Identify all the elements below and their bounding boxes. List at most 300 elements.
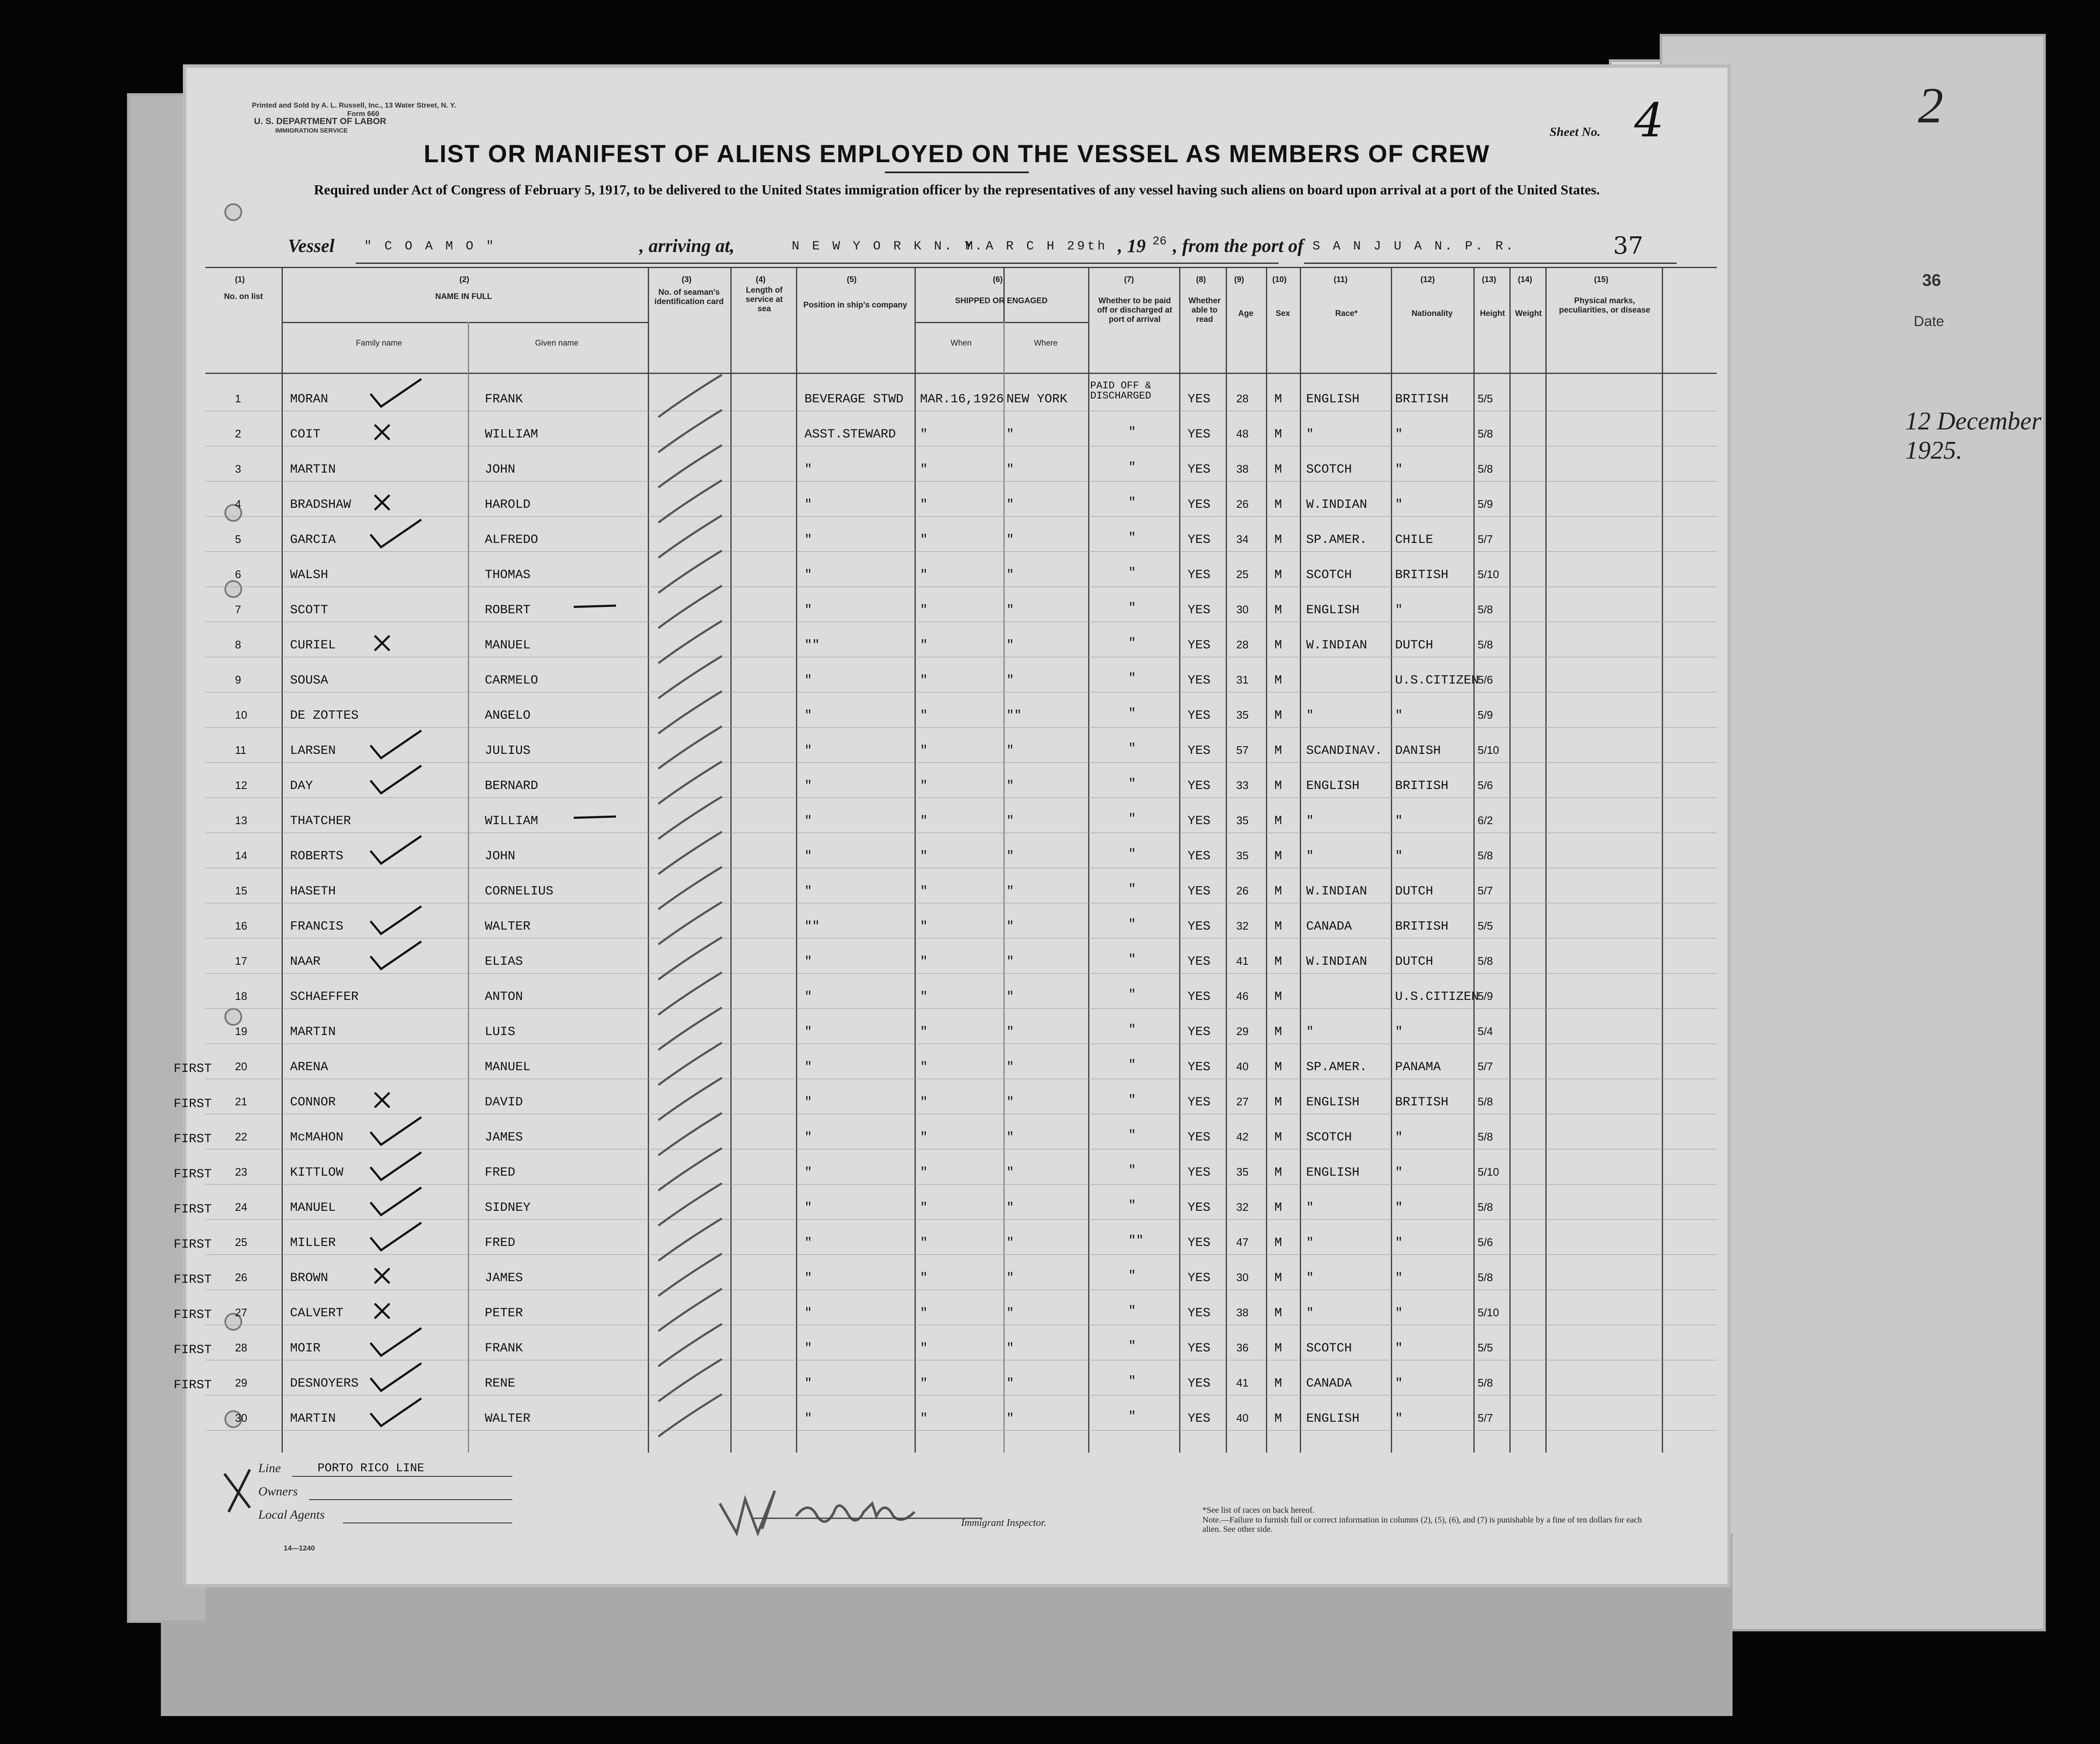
cell-paid-off: " (1128, 531, 1136, 545)
cell-nationality: " (1395, 427, 1403, 442)
header-bottom-rule (205, 373, 1717, 374)
column-rule (1226, 267, 1227, 1453)
page-subtitle: Required under Act of Congress of February 5, 1917, to be delivered to the United States immigration officer by the representatives of any vessel having such aliens on board upon arrival at a port of the United States. (314, 183, 1600, 198)
first-annotation: FIRST (174, 1167, 212, 1182)
cell-read: YES (1188, 1095, 1211, 1110)
cell-given: ALFREDO (485, 533, 539, 547)
cell-given: ROBERT (485, 603, 531, 617)
cell-race: ENGLISH (1306, 1412, 1360, 1426)
cell-nationality: BRITISH (1395, 392, 1449, 407)
local-agents-label: Local Agents (258, 1508, 325, 1522)
cell-given: WALTER (485, 1412, 531, 1426)
column-header-age: Age (1238, 309, 1254, 318)
cell-sex: M (1274, 568, 1282, 582)
cell-paid-off: " (1128, 1058, 1136, 1072)
cell-sex: M (1274, 427, 1282, 442)
cell-no: 12 (235, 779, 247, 792)
cell-family: DESNOYERS (290, 1376, 359, 1391)
name-subheader-rule (282, 322, 648, 323)
cell-where: " (1006, 1060, 1014, 1074)
cell-where: " (1006, 1376, 1014, 1391)
cell-position: " (804, 1130, 812, 1145)
check-mark-icon (366, 1185, 426, 1219)
cell-sex: M (1274, 849, 1282, 864)
cell-where: " (1006, 533, 1014, 547)
column-header-given: Given name (535, 339, 579, 348)
cell-paid-off: " (1128, 425, 1136, 440)
cell-given: JOHN (485, 462, 516, 477)
cell-read: YES (1188, 1060, 1211, 1074)
check-mark-icon (366, 834, 426, 868)
cell-when: " (920, 1025, 928, 1039)
cell-when: " (920, 1095, 928, 1110)
cell-given: JAMES (485, 1271, 523, 1285)
cell-family: BROWN (290, 1271, 329, 1285)
check-mark-icon (366, 377, 426, 411)
cell-where: " (1006, 744, 1014, 758)
cell-given: CARMELO (485, 673, 539, 688)
owners-rule (309, 1499, 512, 1500)
cell-age: 26 (1236, 884, 1249, 897)
column-number: (7) (1124, 275, 1134, 284)
cell-family: ARENA (290, 1060, 329, 1074)
family-given-divider (468, 322, 469, 1453)
cell-no: 11 (235, 744, 246, 756)
races-note: *See list of races on back hereof. (1202, 1506, 1315, 1515)
cell-nationality: " (1395, 1025, 1403, 1039)
cell-given: CORNELIUS (485, 884, 554, 899)
cell-family: CURIEL (290, 638, 336, 653)
cell-age: 33 (1236, 779, 1249, 792)
column-rule (730, 267, 732, 1453)
cell-read: YES (1188, 1025, 1211, 1039)
cell-paid-off: " (1128, 1023, 1136, 1037)
cell-where: " (1006, 603, 1014, 617)
cell-position: "" (804, 638, 820, 653)
cell-sex: M (1274, 1271, 1282, 1285)
x-mark-icon (366, 623, 426, 657)
column-rule (1509, 267, 1511, 1453)
line-value: PORTO RICO LINE (318, 1462, 425, 1475)
cell-height: 5/10 (1478, 1306, 1499, 1319)
cell-height: 5/6 (1478, 779, 1493, 792)
cell-age: 38 (1236, 1306, 1249, 1319)
cell-nationality: DUTCH (1395, 638, 1434, 653)
cell-race: " (1306, 1306, 1314, 1320)
cell-age: 48 (1236, 427, 1249, 440)
column-header-read: Whether able to read (1188, 296, 1221, 324)
check-mark-icon (366, 1396, 426, 1430)
cell-nationality: " (1395, 1236, 1403, 1250)
cell-race: SCANDINAV. (1306, 744, 1383, 758)
cell-age: 35 (1236, 709, 1249, 721)
arriving-label: , arriving at, (639, 235, 735, 256)
cell-when: " (920, 1165, 928, 1180)
cell-height: 6/2 (1478, 814, 1493, 827)
cell-age: 57 (1236, 744, 1249, 756)
cell-read: YES (1188, 1341, 1211, 1356)
cell-read: YES (1188, 462, 1211, 477)
cell-height: 5/5 (1478, 919, 1493, 932)
row-rule (205, 551, 1717, 552)
cell-height: 5/8 (1478, 1130, 1493, 1143)
cell-when: " (920, 779, 928, 793)
cell-sex: M (1274, 1095, 1282, 1110)
cell-height: 5/10 (1478, 568, 1499, 581)
first-annotation: FIRST (174, 1378, 212, 1392)
x-mark-icon (366, 412, 426, 446)
cell-read: YES (1188, 603, 1211, 617)
cell-sex: M (1274, 462, 1282, 477)
cell-given: MANUEL (485, 638, 531, 653)
row-rule (205, 1254, 1717, 1255)
cell-sex: M (1274, 990, 1282, 1004)
cell-nationality: " (1395, 603, 1403, 617)
cell-where: " (1006, 1306, 1014, 1320)
cell-family: DAY (290, 779, 313, 793)
cell-read: YES (1188, 919, 1211, 934)
cell-nationality: " (1395, 1271, 1403, 1285)
cell-sex: M (1274, 1412, 1282, 1426)
first-annotation: FIRST (174, 1062, 212, 1076)
cell-when: " (920, 1271, 928, 1285)
cell-no: 10 (235, 709, 247, 721)
cell-given: PETER (485, 1306, 523, 1320)
cell-nationality: BRITISH (1395, 1095, 1449, 1110)
cell-position: " (804, 1412, 812, 1426)
cell-race: SP.AMER. (1306, 1060, 1368, 1074)
cell-height: 5/7 (1478, 884, 1493, 897)
cell-sex: M (1274, 1341, 1282, 1356)
cell-no: 19 (235, 1025, 247, 1038)
check-mark-icon (366, 728, 426, 762)
column-number: (8) (1196, 275, 1206, 284)
cell-no: 3 (235, 462, 241, 475)
cell-read: YES (1188, 1376, 1211, 1391)
cell-height: 5/4 (1478, 1025, 1493, 1038)
cell-height: 5/8 (1478, 603, 1493, 616)
cell-position: " (804, 1025, 812, 1039)
cell-height: 5/5 (1478, 392, 1493, 405)
cell-height: 5/9 (1478, 990, 1493, 1002)
cell-family: ROBERTS (290, 849, 344, 864)
vessel-label: Vessel (288, 235, 334, 256)
cell-paid-off: " (1128, 1128, 1136, 1143)
cell-position: " (804, 744, 812, 758)
cell-family: BRADSHAW (290, 498, 351, 512)
cell-race: SCOTCH (1306, 568, 1352, 582)
column-header-where: Where (1034, 339, 1058, 348)
cell-no: 15 (235, 884, 247, 897)
cell-position: " (804, 603, 812, 617)
cell-no: 30 (235, 1412, 247, 1424)
cell-position: " (804, 1376, 812, 1391)
check-mark-icon (366, 518, 426, 551)
cell-nationality: BRITISH (1395, 919, 1449, 934)
cell-race: SCOTCH (1306, 462, 1352, 477)
cell-paid-off: " (1128, 566, 1136, 580)
cell-sex: M (1274, 1236, 1282, 1250)
cell-given: WILLIAM (485, 427, 539, 442)
cell-given: FRED (485, 1236, 516, 1250)
column-number: (3) (682, 275, 692, 284)
cell-age: 28 (1236, 392, 1249, 405)
cell-age: 42 (1236, 1130, 1249, 1143)
row-rule (205, 1184, 1717, 1185)
crew-table (174, 267, 1717, 1453)
first-annotation: FIRST (174, 1132, 212, 1146)
cell-read: YES (1188, 498, 1211, 512)
cell-family: LARSEN (290, 744, 336, 758)
table-top-rule (205, 267, 1717, 268)
cell-where: " (1006, 1412, 1014, 1426)
cell-nationality: " (1395, 849, 1403, 864)
when-where-divider (1003, 322, 1005, 1453)
cell-given: WILLIAM (485, 814, 539, 828)
check-mark-icon (366, 904, 426, 938)
cell-read: YES (1188, 955, 1211, 969)
cell-position: "" (804, 919, 820, 934)
cell-position: " (804, 709, 812, 723)
column-number: (14) (1518, 275, 1532, 284)
cell-nationality: " (1395, 498, 1403, 512)
cell-no: 7 (235, 603, 241, 616)
cell-family: SCHAEFFER (290, 990, 359, 1004)
cell-age: 36 (1236, 1341, 1249, 1354)
cell-read: YES (1188, 1130, 1211, 1145)
column-header-sex: Sex (1276, 309, 1290, 318)
column-number: (12) (1420, 275, 1435, 284)
penalty-note: Note.—Failure to furnish full or correct information in columns (2), (5), (6), and (7) is punishable by a fine of ten dollars for each alien. See other side. (1202, 1515, 1642, 1534)
cell-read: YES (1188, 709, 1211, 723)
x-mark-icon (366, 1080, 426, 1114)
cell-when: " (920, 1060, 928, 1074)
cell-when: " (920, 427, 928, 442)
cell-age: 34 (1236, 533, 1249, 545)
printer-line: Printed and Sold by A. L. Russell, Inc., 13 Water Street, N. Y. (252, 101, 456, 109)
cell-height: 5/8 (1478, 1271, 1493, 1284)
row-rule (205, 797, 1717, 798)
cell-family: MILLER (290, 1236, 336, 1250)
cell-nationality: " (1395, 1412, 1403, 1426)
cell-family: MANUEL (290, 1201, 336, 1215)
cell-age: 47 (1236, 1236, 1249, 1248)
first-annotation: FIRST (174, 1343, 212, 1357)
cell-where: " (1006, 1165, 1014, 1180)
cell-paid-off: " (1128, 777, 1136, 791)
arrival-date: M A R C H 29th (965, 239, 1108, 254)
cell-nationality: " (1395, 1341, 1403, 1356)
cell-where: " (1006, 919, 1014, 934)
column-rule (1545, 267, 1547, 1453)
cell-paid-off: " (1128, 988, 1136, 1002)
cell-nationality: " (1395, 1201, 1403, 1215)
inspector-signature (711, 1478, 986, 1542)
column-number: (5) (847, 275, 857, 284)
cell-height: 5/5 (1478, 1341, 1493, 1354)
sheet-number-label: Sheet No. (1550, 125, 1600, 139)
year-suffix: 26 (1152, 235, 1167, 248)
cell-position: " (804, 1306, 812, 1320)
cell-nationality: " (1395, 709, 1403, 723)
cell-sex: M (1274, 1060, 1282, 1074)
cell-family: MARTIN (290, 462, 336, 477)
pencil-slash-mark (654, 1392, 726, 1439)
vessel-name: " C O A M O " (364, 239, 497, 254)
cell-where: "" (1006, 709, 1022, 723)
cell-race: CANADA (1306, 1376, 1352, 1391)
cell-position: ASST.STEWARD (804, 427, 896, 442)
shipped-subheader-rule (915, 322, 1088, 323)
check-mark-icon (366, 1221, 426, 1254)
cell-position: " (804, 533, 812, 547)
cell-paid-off: " (1128, 952, 1136, 967)
first-annotation: FIRST (174, 1308, 212, 1322)
column-header-when: When (951, 339, 972, 348)
vessel-name-line (356, 263, 804, 264)
cell-nationality: PANAMA (1395, 1060, 1441, 1074)
cell-paid-off: " (1128, 1339, 1136, 1354)
cell-read: YES (1188, 1271, 1211, 1285)
cell-race: SCOTCH (1306, 1341, 1352, 1356)
cell-when: " (920, 673, 928, 688)
punch-hole (85, 1143, 104, 1163)
first-annotation: FIRST (174, 1097, 212, 1111)
cell-age: 30 (1236, 1271, 1249, 1284)
column-header-paid-off: Whether to be paid off or discharged at port of arrival (1097, 296, 1172, 324)
cell-sex: M (1274, 1165, 1282, 1180)
cell-family: MARTIN (290, 1025, 336, 1039)
column-number: (2) (459, 275, 470, 284)
dash-mark-icon (569, 588, 629, 622)
column-number: (13) (1482, 275, 1496, 284)
row-rule (205, 1008, 1717, 1009)
port-line (1304, 263, 1677, 264)
x-mark-icon (366, 1291, 426, 1325)
cell-family: FRANCIS (290, 919, 344, 934)
column-header-service-length: Length of service at sea (746, 286, 783, 313)
cell-height: 5/8 (1478, 462, 1493, 475)
title-rule (885, 172, 1029, 173)
cell-family: HASETH (290, 884, 336, 899)
underlying-page-number: 2 (1918, 77, 1943, 133)
cell-race: W.INDIAN (1306, 638, 1368, 653)
column-rule (1179, 267, 1180, 1453)
cell-where: " (1006, 1201, 1014, 1215)
column-header-weight: Weight (1515, 309, 1542, 318)
cell-read: YES (1188, 990, 1211, 1004)
column-rule (648, 267, 649, 1453)
row-rule (205, 516, 1717, 517)
form-number: Form 660 (347, 110, 379, 118)
column-number: (15) (1594, 275, 1608, 284)
cell-paid-off: " (1128, 882, 1136, 897)
cell-given: JULIUS (485, 744, 531, 758)
cell-when: " (920, 498, 928, 512)
cell-nationality: U.S.CITIZEN (1395, 673, 1479, 688)
cell-no: 6 (235, 568, 241, 581)
cell-sex: M (1274, 1306, 1282, 1320)
departure-port: S A N J U A N. P. R. (1312, 239, 1516, 254)
cell-where: " (1006, 1095, 1014, 1110)
check-mark-icon (366, 939, 426, 973)
cell-race: " (1306, 1236, 1314, 1250)
cell-where: " (1006, 1341, 1014, 1356)
cell-position: " (804, 1201, 812, 1215)
cell-nationality: U.S.CITIZEN (1395, 990, 1479, 1004)
cell-age: 29 (1236, 1025, 1249, 1038)
cell-sex: M (1274, 498, 1282, 512)
page-title: LIST OR MANIFEST OF ALIENS EMPLOYED ON THE VESSEL AS MEMBERS OF CREW (423, 140, 1490, 168)
cell-read: YES (1188, 1201, 1211, 1215)
cell-race: SP.AMER. (1306, 533, 1368, 547)
cell-position: BEVERAGE STWD (804, 392, 904, 407)
column-header-nationality: Nationality (1411, 309, 1453, 318)
cell-sex: M (1274, 638, 1282, 653)
column-rule (1662, 267, 1663, 1453)
row-rule (205, 973, 1717, 974)
cell-race: ENGLISH (1306, 603, 1360, 617)
column-rule (915, 267, 916, 1453)
cell-where: " (1006, 462, 1014, 477)
check-mark-icon (366, 1150, 426, 1184)
underlying-date-label: Date (1914, 313, 1944, 329)
cell-height: 5/7 (1478, 1060, 1493, 1073)
cell-no: 5 (235, 533, 241, 545)
cell-nationality: " (1395, 814, 1403, 828)
cell-height: 5/10 (1478, 1165, 1499, 1178)
cell-given: HAROLD (485, 498, 531, 512)
cell-race: " (1306, 1271, 1314, 1285)
cell-sex: M (1274, 709, 1282, 723)
cell-height: 5/8 (1478, 1376, 1493, 1389)
cell-family: MORAN (290, 392, 329, 407)
cell-nationality: " (1395, 1165, 1403, 1180)
cell-where: " (1006, 849, 1014, 864)
check-mark-icon (366, 1115, 426, 1149)
cell-given: WALTER (485, 919, 531, 934)
cell-when: " (920, 990, 928, 1004)
cell-position: " (804, 814, 812, 828)
cell-nationality: DANISH (1395, 744, 1441, 758)
cell-age: 41 (1236, 1376, 1249, 1389)
cell-given: RENE (485, 1376, 516, 1391)
cell-no: 22 (235, 1130, 247, 1143)
cell-paid-off: " (1128, 601, 1136, 615)
cell-paid-off: " (1128, 1093, 1136, 1107)
cell-no: 20 (235, 1060, 247, 1073)
cell-family: SOUSA (290, 673, 329, 688)
cell-no: 24 (235, 1201, 247, 1213)
cell-position: " (804, 1060, 812, 1074)
cell-no: 23 (235, 1165, 247, 1178)
cell-age: 35 (1236, 849, 1249, 862)
cell-read: YES (1188, 427, 1211, 442)
cell-read: YES (1188, 884, 1211, 899)
cell-given: ELIAS (485, 955, 523, 969)
owners-label: Owners (258, 1484, 298, 1498)
cell-nationality: DUTCH (1395, 884, 1434, 899)
check-mark-icon (366, 1326, 426, 1360)
cell-when: " (920, 638, 928, 653)
cell-when: " (920, 849, 928, 864)
cell-age: 32 (1236, 919, 1249, 932)
cell-family: SCOTT (290, 603, 329, 617)
column-header-race: Race* (1335, 309, 1358, 318)
cell-family: MOIR (290, 1341, 321, 1356)
first-annotation: FIRST (174, 1202, 212, 1217)
cell-height: 5/9 (1478, 498, 1493, 510)
